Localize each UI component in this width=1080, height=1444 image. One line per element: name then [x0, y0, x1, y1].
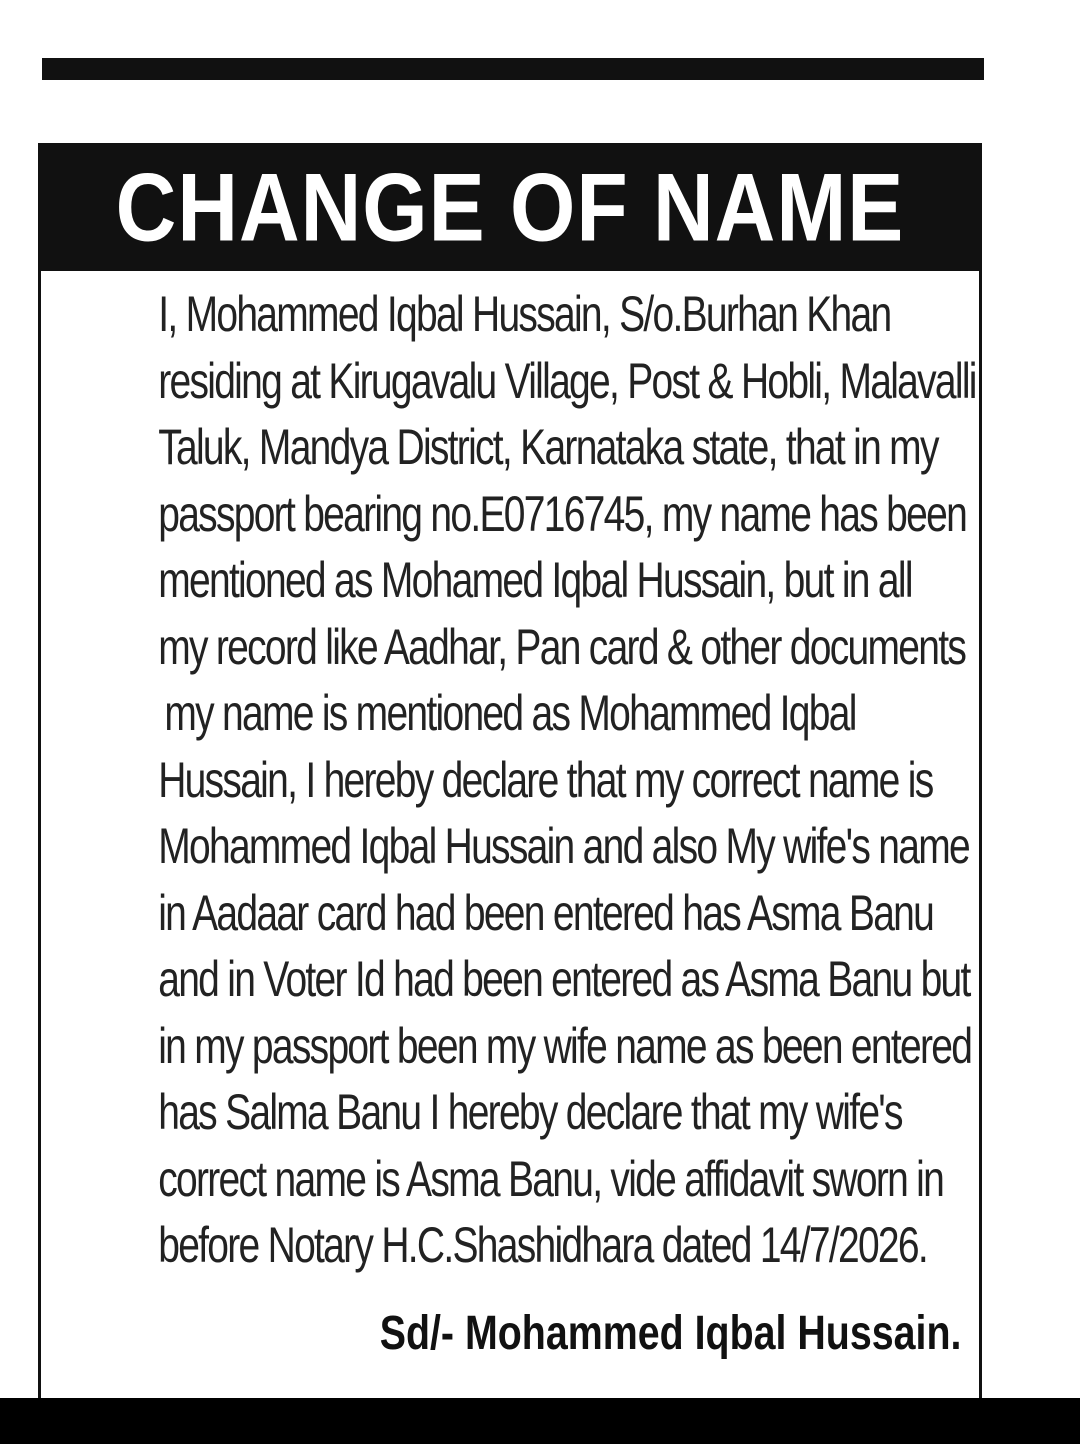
- body-line: I, Mohammed Iqbal Hussain, S/o.Burhan Khan: [158, 286, 891, 342]
- top-divider-rule: [42, 58, 984, 80]
- body-line: my record like Aadhar, Pan card & other documents: [158, 618, 966, 675]
- body-line: residing at Kirugavalu Village, Post & Hobli, Malavalli: [158, 352, 976, 409]
- body-line: Mohammed Iqbal Hussain and also My wife's name: [158, 818, 969, 874]
- body-line: and in Voter Id had been entered as Asma Banu but: [158, 951, 970, 1007]
- signature-line: Sd/- Mohammed Iqbal Hussain.: [379, 1307, 961, 1360]
- body-line: Taluk, Mandya District, Karnataka state, that in my: [158, 419, 938, 475]
- body-line: Hussain, I hereby declare that my correct name is: [158, 751, 933, 808]
- body-line: mentioned as Mohamed Iqbal Hussain, but in all: [158, 552, 912, 608]
- body-line: my name is mentioned as Mohammed Iqbal: [164, 685, 856, 741]
- bottom-black-band: [0, 1398, 1080, 1444]
- body-line: in my passport been my wife name as been entered: [158, 1017, 972, 1074]
- body-line: in Aadaar card had been entered has Asma Banu: [158, 884, 934, 941]
- classified-ad-box: [38, 143, 982, 1403]
- body-line: correct name is Asma Banu, vide affidavit sworn in: [158, 1150, 944, 1207]
- ad-title: CHANGE OF NAME: [115, 152, 905, 261]
- ad-header-band: [41, 143, 979, 271]
- ad-body-text: [59, 281, 976, 1279]
- body-line: has Salma Banu I hereby declare that my wife's: [158, 1084, 902, 1140]
- body-line: before Notary H.C.Shashidhara dated 14/7/2026.: [158, 1217, 928, 1273]
- body-line: passport bearing no.E0716745, my name has been: [158, 485, 967, 542]
